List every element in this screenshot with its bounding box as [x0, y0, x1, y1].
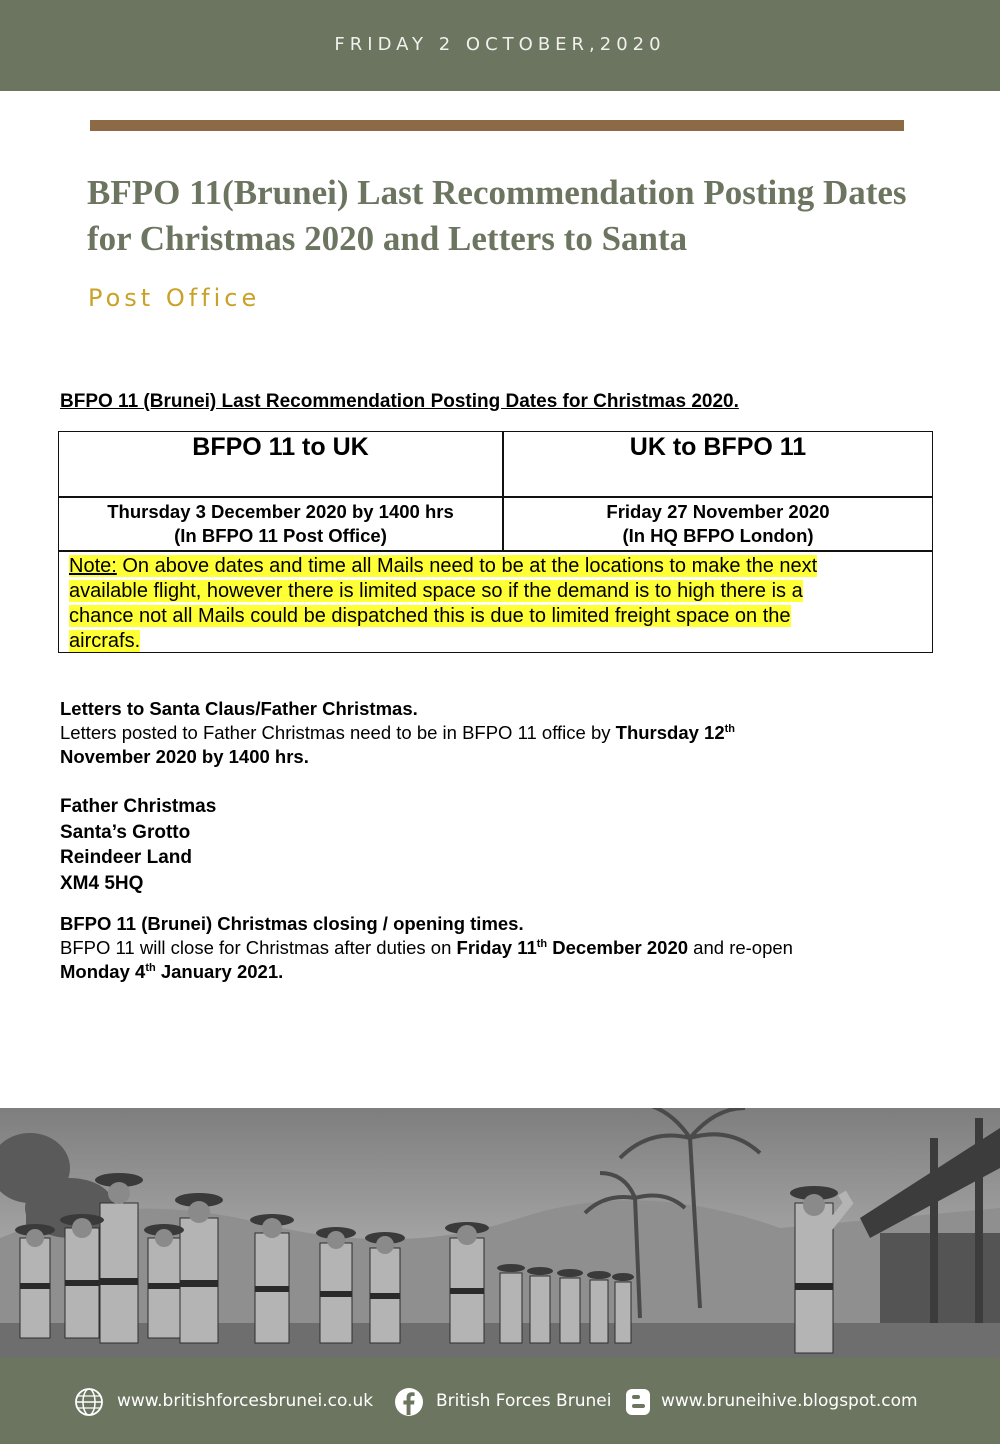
santa-text-body: Letters posted to Father Christmas need to be in BFPO 11 office by: [60, 722, 616, 743]
note-line: On above dates and time all Mails need to be at the locations to make the next: [116, 555, 818, 577]
santa-deadline-rest: November 2020 by 1400 hrs.: [60, 746, 309, 767]
close-day-suffix: th: [536, 937, 548, 950]
parade-illustration: [0, 1108, 1000, 1358]
closing-text-mid: and re-open: [688, 937, 793, 958]
note-line: available flight, however there is limited space so if the demand is to high there is a: [69, 580, 803, 602]
address-line: XM4 5HQ: [60, 872, 144, 894]
close-day: Friday 11: [456, 937, 537, 958]
table-row-divider: [59, 550, 932, 552]
divider-bar: [90, 120, 904, 131]
table-cell-uk-to-bfpo: [504, 498, 932, 550]
santa-text: [60, 721, 920, 745]
cell-location: (In BFPO 11 Post Office): [174, 525, 387, 546]
cell-date: Thursday 3 December 2020 by 1400 hrs: [107, 501, 454, 522]
facebook-icon: [394, 1387, 424, 1417]
article-title: BFPO 11(Brunei) Last Recommendation Posting Dates for Christmas 2020 and Letters to Santa: [87, 173, 907, 258]
facebook-link[interactable]: British Forces Brunei: [436, 1391, 612, 1411]
santa-heading: Letters to Santa Claus/Father Christmas.: [60, 698, 418, 719]
close-date-rest: December 2020: [547, 937, 689, 958]
cell-location: (In HQ BFPO London): [622, 525, 814, 546]
address-line: Santa’s Grotto: [60, 821, 191, 843]
santa-address: [60, 794, 216, 896]
table-cell-bfpo-to-uk: [59, 498, 502, 550]
website-link[interactable]: www.britishforcesbrunei.co.uk: [117, 1391, 374, 1411]
posting-dates-heading: BFPO 11 (Brunei) Last Recommendation Posting Dates for Christmas 2020.: [60, 391, 739, 412]
reopen-date: [60, 960, 940, 984]
note-label: Note:: [69, 555, 117, 577]
posting-dates-table: [58, 431, 933, 653]
address-line: Reindeer Land: [60, 847, 192, 868]
globe-icon: [74, 1387, 104, 1417]
closing-times-section: [60, 912, 940, 984]
santa-letters-section: [60, 697, 920, 769]
blog-link[interactable]: www.bruneihive.blogspot.com: [661, 1391, 918, 1411]
closing-heading: BFPO 11 (Brunei) Christmas closing / opening times.: [60, 913, 524, 934]
note-line: chance not all Mails could be dispatched this is due to limited freight space on the: [69, 605, 791, 627]
santa-deadline-suffix: th: [724, 722, 736, 735]
publish-date: FRIDAY 2 OCTOBER,2020: [334, 34, 666, 55]
open-day: Monday 4: [60, 961, 146, 982]
closing-text-start: BFPO 11 will close for Christmas after duties on: [60, 937, 457, 958]
blogger-icon: [623, 1387, 653, 1417]
article-category: Post Office: [88, 284, 261, 312]
table-note: [69, 554, 899, 654]
table-header-uk-to-bfpo: UK to BFPO 11: [629, 433, 807, 461]
note-line: aircrafs.: [69, 630, 141, 652]
santa-deadline-day: Thursday 12: [615, 722, 725, 743]
cell-date: Friday 27 November 2020: [606, 501, 830, 522]
open-day-suffix: th: [145, 961, 156, 974]
closing-text: [60, 936, 940, 960]
table-header-bfpo-to-uk: BFPO 11 to UK: [192, 433, 369, 461]
open-date-rest: January 2021.: [155, 961, 284, 982]
soldiers-parade-photo: [0, 1108, 1000, 1358]
address-line: Father Christmas: [60, 796, 217, 817]
